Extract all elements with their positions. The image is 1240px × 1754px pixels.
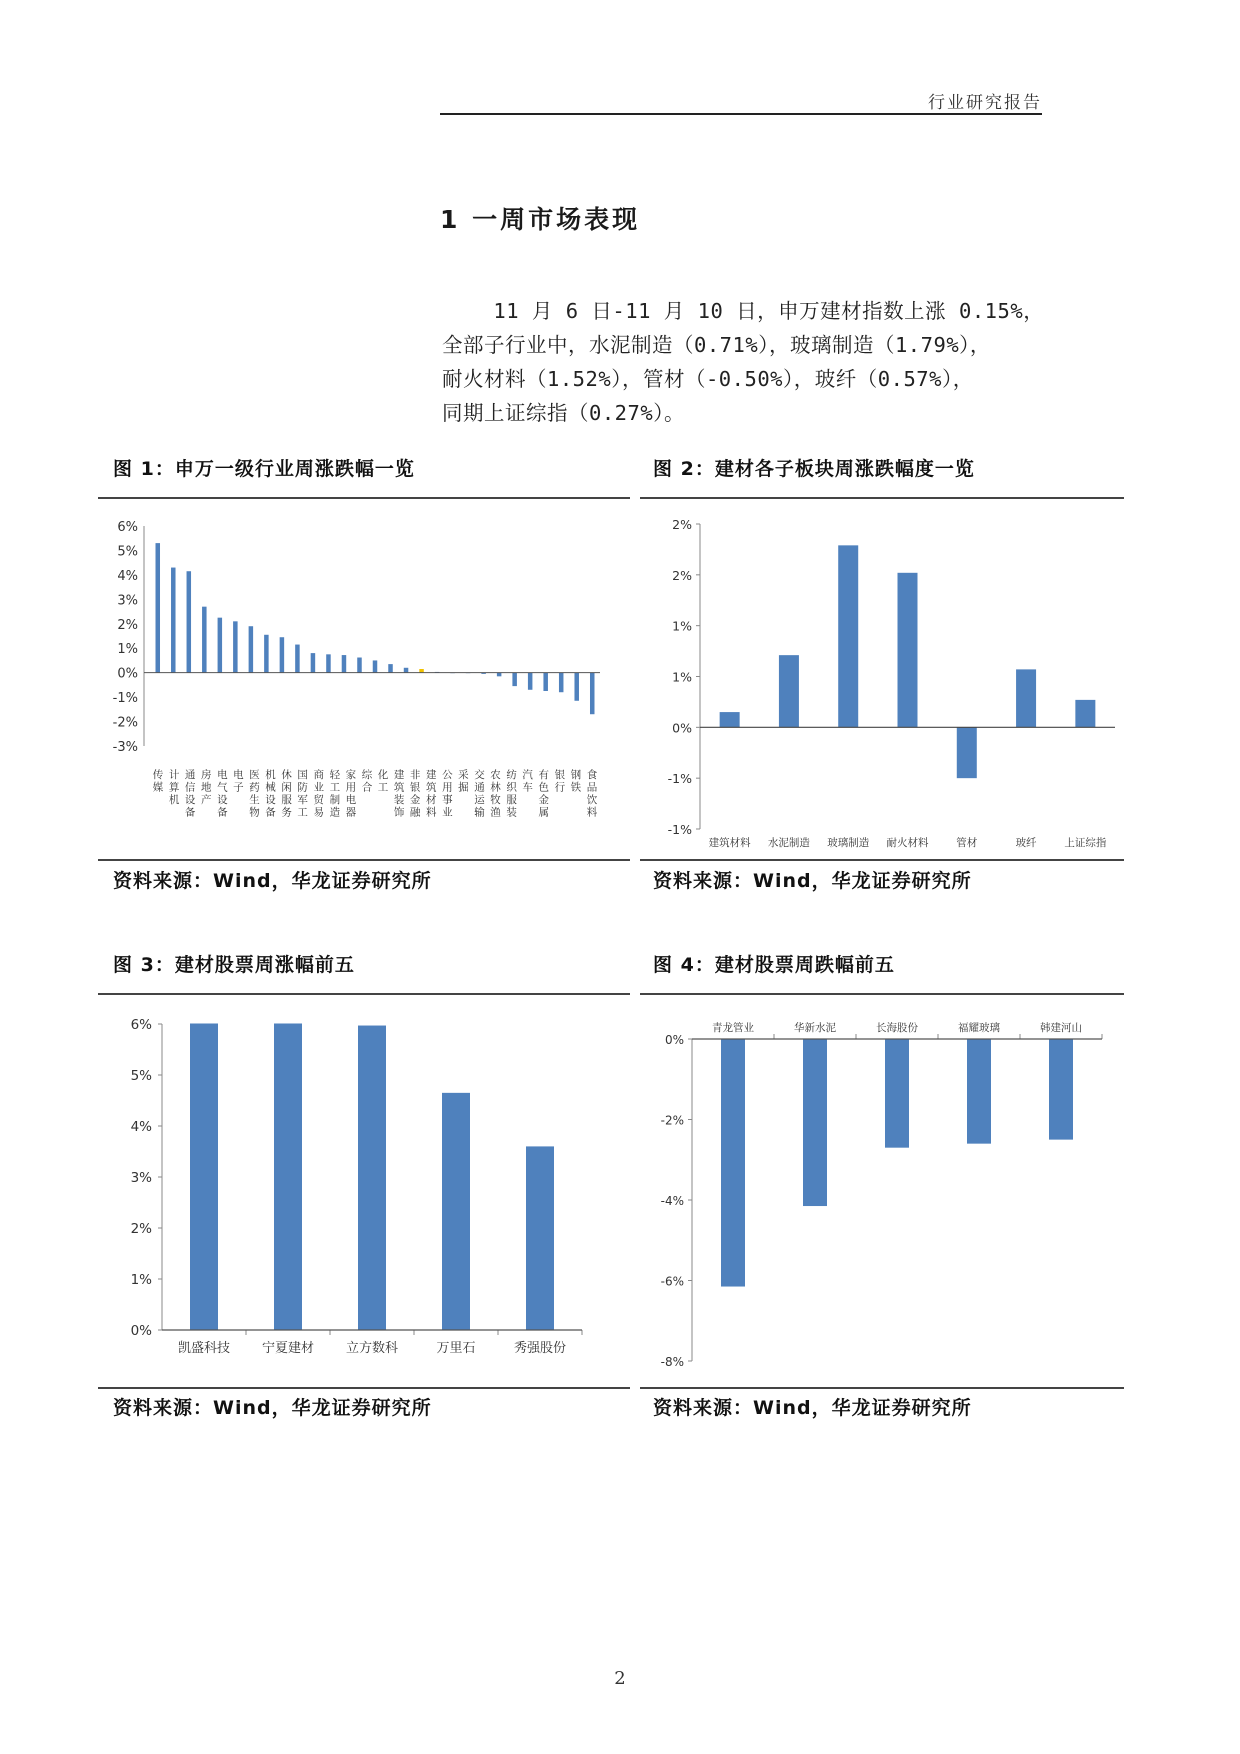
summary-paragraph: [442, 294, 1045, 430]
bar: [311, 653, 316, 673]
x-tick-label-char: 综: [361, 769, 373, 781]
x-tick-label-char: 信: [184, 781, 196, 794]
x-tick-label-char: 饰: [393, 806, 405, 819]
x-tick-label: 秀强股份: [513, 1341, 567, 1356]
x-tick-label: 耐火材料: [886, 837, 929, 849]
x-tick-label-char: 业: [442, 806, 453, 819]
x-tick-label-char: 家: [345, 769, 357, 781]
x-tick-label-char: 化: [377, 769, 389, 781]
x-tick-label-char: 料: [586, 806, 598, 819]
y-tick-label: -1%: [112, 691, 138, 707]
bar: [528, 673, 533, 690]
x-tick-label-char: 非: [409, 769, 421, 781]
paragraph-line: 耐火材料（1.52%），管材（-0.50%），玻纤（0.57%），: [442, 367, 974, 391]
x-tick-label-char: 金: [538, 794, 549, 806]
x-tick-label-char: 料: [426, 806, 437, 819]
x-tick-label-char: 有: [538, 769, 549, 781]
x-tick-label-char: 设: [217, 794, 228, 806]
bar: [957, 727, 977, 778]
y-tick-label: -1%: [667, 822, 692, 837]
bar: [442, 1093, 470, 1330]
x-tick-label-char: 金: [409, 794, 421, 806]
x-tick-label-char: 备: [184, 806, 196, 819]
x-tick-label-char: 饮: [586, 794, 598, 806]
bar: [590, 673, 595, 715]
x-tick-label-char: 输: [474, 806, 485, 819]
bar: [295, 645, 300, 673]
bar: [373, 660, 378, 672]
fig3-bottom-rule: [98, 1387, 630, 1389]
x-tick-label-char: 建: [393, 769, 405, 781]
fig2-bottom-rule: [640, 859, 1124, 861]
section-title: 1 一周市场表现: [440, 205, 641, 234]
bar: [526, 1146, 554, 1330]
x-tick-label-char: 品: [586, 781, 598, 794]
x-tick-label: 万里石: [436, 1341, 476, 1356]
x-tick-label: 福耀玻璃: [958, 1022, 1000, 1034]
x-tick-label-char: 军: [297, 794, 308, 806]
x-tick-label-char: 气: [217, 781, 228, 794]
fig2-source: 资料来源：Wind，华龙证券研究所: [653, 870, 972, 892]
fig4-title: 图 4：建材股票周跌幅前五: [653, 954, 895, 976]
x-tick-label-char: 工: [297, 806, 308, 819]
x-tick-label-char: 融: [409, 806, 421, 819]
x-tick-label-char: 工: [377, 781, 389, 794]
x-tick-label-char: 属: [538, 806, 549, 819]
x-tick-label-char: 通: [474, 781, 485, 794]
x-tick-label: 韩建河山: [1040, 1022, 1082, 1034]
fig1-chart: [102, 508, 612, 853]
bar: [249, 626, 254, 672]
x-tick-label-char: 银: [554, 769, 566, 781]
fig3-source: 资料来源：Wind，华龙证券研究所: [113, 1397, 432, 1419]
bar: [559, 673, 564, 693]
fig1-source: 资料来源：Wind，华龙证券研究所: [113, 870, 432, 892]
fig3-top-rule: [98, 993, 630, 995]
y-tick-label: 4%: [117, 568, 138, 584]
y-tick-label: 4%: [130, 1119, 152, 1135]
fig1-bottom-rule: [98, 859, 630, 861]
bar: [233, 621, 238, 672]
x-tick-label: 凯盛科技: [177, 1341, 231, 1356]
fig3-chart: [102, 1004, 617, 1382]
x-tick-label-char: 银: [409, 781, 421, 794]
x-tick-label-char: 计: [168, 769, 180, 781]
x-tick-label-char: 防: [297, 781, 308, 794]
y-tick-label: 0%: [130, 1323, 152, 1339]
x-tick-label-char: 传: [152, 769, 164, 781]
paragraph-line: 全部子行业中，水泥制造（0.71%），玻璃制造（1.79%），: [442, 333, 991, 357]
report-type-label: 行业研究报告: [928, 93, 1042, 113]
bar: [574, 673, 579, 701]
bar: [357, 658, 362, 673]
x-tick-label-char: 务: [281, 806, 292, 819]
x-tick-label-char: 械: [265, 781, 276, 794]
x-tick-label-char: 食: [586, 769, 598, 781]
y-tick-label: -8%: [660, 1355, 684, 1369]
bar: [885, 1039, 909, 1148]
x-tick-label-char: 医: [249, 769, 260, 781]
bar: [190, 1023, 218, 1330]
x-tick-label-char: 牧: [490, 794, 501, 806]
x-tick-label-char: 铁: [570, 781, 582, 794]
bar: [1049, 1039, 1073, 1140]
x-tick-label-char: 闲: [281, 781, 292, 794]
bar: [1016, 669, 1036, 727]
x-tick-label-char: 交: [474, 769, 485, 781]
y-tick-label: 0%: [117, 666, 138, 682]
bar: [512, 673, 517, 686]
fig1-title: 图 1：申万一级行业周涨跌幅一览: [113, 458, 415, 480]
x-tick-label-char: 电: [233, 769, 244, 781]
y-tick-label: 2%: [117, 617, 138, 633]
x-tick-label-char: 装: [393, 794, 405, 806]
y-tick-label: 1%: [130, 1272, 152, 1288]
x-tick-label-char: 生: [249, 794, 260, 806]
paragraph-line: 同期上证综指（0.27%）。: [442, 401, 685, 425]
x-tick-label: 立方数科: [345, 1341, 399, 1356]
x-tick-label: 玻璃制造: [827, 837, 870, 849]
bar: [543, 673, 548, 691]
bar: [187, 571, 192, 672]
x-tick-label-char: 媒: [152, 781, 164, 794]
bar: [218, 618, 223, 673]
x-tick-label: 建筑材料: [708, 837, 751, 849]
x-tick-label-char: 掘: [458, 781, 469, 794]
x-tick-label-char: 产: [201, 794, 212, 806]
bar: [171, 568, 176, 673]
x-tick-label-char: 纺: [506, 769, 517, 781]
x-tick-label-char: 算: [168, 781, 180, 794]
x-tick-label: 宁夏建材: [261, 1341, 315, 1356]
y-tick-label: 3%: [130, 1170, 152, 1186]
bar: [202, 607, 207, 673]
x-tick-label-char: 备: [217, 806, 228, 819]
bar: [1075, 700, 1095, 727]
x-tick-label-char: 合: [361, 781, 373, 794]
x-tick-label-char: 机: [168, 794, 180, 806]
x-tick-label-char: 国: [297, 769, 308, 781]
fig2-title: 图 2：建材各子板块周涨跌幅度一览: [653, 458, 975, 480]
x-tick-label-char: 渔: [490, 806, 501, 819]
y-tick-label: -1%: [667, 771, 692, 787]
bar: [342, 655, 347, 673]
x-tick-label-char: 备: [265, 806, 276, 819]
y-tick-label: 2%: [130, 1221, 152, 1237]
x-tick-label-char: 休: [281, 769, 292, 781]
bar: [358, 1026, 386, 1330]
x-tick-label-char: 筑: [426, 781, 437, 794]
y-tick-label: 1%: [672, 669, 692, 685]
bar: [721, 1039, 745, 1287]
bar: [497, 673, 502, 677]
x-tick-label-char: 林: [490, 781, 501, 794]
x-tick-label-char: 公: [442, 769, 453, 781]
x-tick-label-char: 材: [426, 794, 437, 806]
x-tick-label-char: 药: [249, 781, 260, 794]
bar: [803, 1039, 827, 1206]
x-tick-label-char: 业: [313, 781, 324, 794]
paragraph-line: 11 月 6 日-11 月 10 日，申万建材指数上涨 0.15%，: [442, 299, 1045, 323]
bar: [326, 654, 331, 672]
bar: [388, 664, 393, 673]
x-tick-label: 水泥制造: [767, 837, 810, 849]
x-tick-label-char: 建: [426, 769, 437, 781]
fig4-top-rule: [640, 993, 1124, 995]
x-tick-label-char: 织: [506, 781, 517, 794]
x-tick-label-char: 工: [329, 781, 341, 794]
x-tick-label-char: 商: [313, 769, 324, 781]
x-tick-label-char: 运: [474, 794, 485, 806]
x-tick-label: 管材: [956, 837, 978, 849]
x-tick-label-char: 农: [490, 769, 501, 781]
y-tick-label: 0%: [672, 720, 692, 736]
bar: [967, 1039, 991, 1144]
y-tick-label: 1%: [117, 642, 138, 658]
bar: [898, 573, 918, 728]
x-tick-label-char: 采: [458, 769, 469, 781]
y-tick-label: 5%: [117, 544, 138, 560]
x-tick-label-char: 机: [265, 769, 276, 781]
y-tick-label: -4%: [660, 1194, 684, 1208]
x-tick-label-char: 事: [442, 794, 453, 806]
bar: [404, 668, 409, 673]
x-tick-label: 玻纤: [1015, 837, 1037, 849]
x-tick-label-char: 装: [506, 806, 517, 819]
fig4-bottom-rule: [640, 1387, 1124, 1389]
x-tick-label-char: 服: [506, 794, 517, 806]
bar: [280, 637, 285, 672]
x-tick-label-char: 钢: [570, 769, 582, 781]
x-tick-label-char: 物: [249, 806, 260, 819]
x-tick-label-char: 电: [345, 794, 357, 806]
x-tick-label-char: 易: [313, 806, 324, 819]
y-tick-label: 6%: [130, 1017, 152, 1033]
y-tick-label: -2%: [112, 715, 138, 731]
y-tick-label: 1%: [672, 618, 692, 634]
bar: [838, 545, 858, 727]
header-divider: [440, 113, 1042, 115]
y-tick-label: 2%: [672, 517, 692, 532]
page-number: 2: [614, 1668, 626, 1689]
x-tick-label: 长海股份: [876, 1022, 918, 1034]
fig2-top-rule: [640, 497, 1124, 499]
fig4-source: 资料来源：Wind，华龙证券研究所: [653, 1397, 972, 1419]
y-tick-label: 6%: [117, 520, 138, 535]
x-tick-label-char: 行: [554, 781, 566, 794]
x-tick-label-char: 器: [345, 806, 357, 819]
y-tick-label: -2%: [660, 1113, 684, 1128]
x-tick-label-char: 制: [329, 794, 341, 806]
x-tick-label: 华新水泥: [794, 1022, 836, 1034]
x-tick-label-char: 通: [184, 769, 196, 781]
x-tick-label-char: 电: [217, 769, 228, 781]
x-tick-label-char: 色: [538, 781, 549, 794]
x-tick-label-char: 设: [265, 794, 276, 806]
x-tick-label-char: 服: [281, 794, 292, 806]
y-tick-label: -3%: [112, 740, 138, 755]
x-tick-label-char: 轻: [329, 769, 341, 781]
bar: [156, 543, 161, 673]
x-tick-label-char: 地: [201, 781, 212, 794]
bar: [274, 1023, 302, 1330]
y-tick-label: 0%: [664, 1033, 684, 1047]
bar: [779, 655, 799, 727]
x-tick-label-char: 汽: [522, 769, 533, 781]
x-tick-label-char: 房: [201, 769, 212, 781]
x-tick-label-char: 子: [233, 781, 244, 794]
fig2-chart: [650, 508, 1120, 853]
fig1-top-rule: [98, 497, 630, 499]
x-tick-label: 青龙管业: [712, 1022, 754, 1034]
fig4-chart: [650, 1004, 1120, 1382]
y-tick-label: 3%: [117, 593, 138, 609]
x-tick-label-char: 车: [522, 781, 533, 794]
y-tick-label: -6%: [660, 1274, 684, 1289]
x-tick-label-char: 用: [345, 781, 357, 794]
x-tick-label-char: 筑: [393, 781, 405, 794]
x-tick-label-char: 贸: [313, 794, 324, 806]
x-tick-label-char: 设: [184, 794, 196, 806]
fig3-title: 图 3：建材股票周涨幅前五: [113, 954, 355, 976]
bar: [264, 635, 269, 673]
bar: [419, 669, 424, 673]
x-tick-label-char: 用: [442, 781, 453, 794]
y-tick-label: 5%: [130, 1068, 152, 1084]
x-tick-label-char: 造: [329, 806, 341, 819]
x-tick-label: 上证综指: [1064, 837, 1107, 849]
y-tick-label: 2%: [672, 567, 692, 583]
bar: [720, 712, 740, 727]
